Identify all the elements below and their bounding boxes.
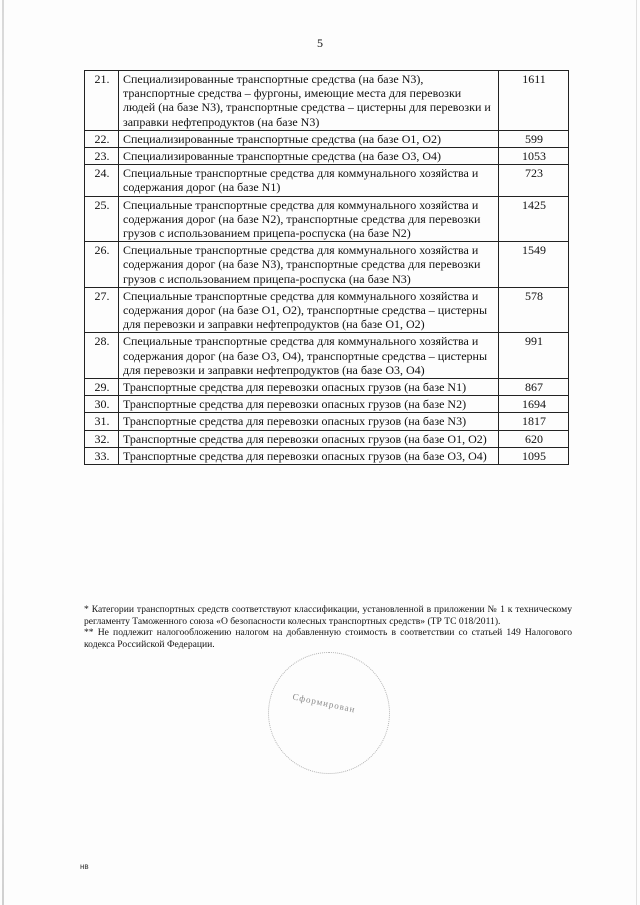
stamp-seal (268, 652, 390, 774)
table-row (85, 148, 569, 165)
row-value: 1053 (499, 148, 569, 165)
table-row (85, 396, 569, 413)
row-number: 24. (85, 165, 119, 196)
table-row (85, 130, 569, 147)
footnote-vat: ** Не подлежит налогообложению налогом на добавленную стоимость в соответствии со статьей 149 Налогового кодекса Российской Федерации. (84, 627, 572, 650)
table-row (85, 430, 569, 447)
row-description: Транспортные средства для перевозки опасных грузов (на базе N3) (119, 413, 499, 430)
footnote-categories: * Категории транспортных средств соответствуют классификации, установленной в приложении № 1 к техническому регламенту Таможенного союза «О безопасности колесных транспортных средств» (ТР ТС 018/2011). (84, 604, 572, 627)
row-description: Специальные транспортные средства для коммунального хозяйства и содержания дорог (на базе N2), транспортные средства для перевозки грузов с использованием прицепа-роспуска (на базе N2) (119, 196, 499, 242)
scan-edge-left (2, 0, 4, 905)
row-value: 1694 (499, 396, 569, 413)
row-value: 1425 (499, 196, 569, 242)
row-value: 1817 (499, 413, 569, 430)
row-value: 620 (499, 430, 569, 447)
row-description: Специализированные транспортные средства (на базе О1, О2) (119, 130, 499, 147)
table-row (85, 196, 569, 242)
row-description: Транспортные средства для перевозки опасных грузов (на базе О3, О4) (119, 447, 499, 464)
row-number: 32. (85, 430, 119, 447)
row-value: 578 (499, 287, 569, 333)
tariff-table (84, 70, 569, 465)
row-description: Транспортные средства для перевозки опасных грузов (на базе О1, О2) (119, 430, 499, 447)
footer-mark: нв (80, 862, 89, 871)
row-description: Специальные транспортные средства для коммунального хозяйства и содержания дорог (на базе N1) (119, 165, 499, 196)
row-description: Специальные транспортные средства для коммунального хозяйства и содержания дорог (на базе О3, О4), транспортные средства – цистерны для перевозки и заправки нефтепродуктов (на базе О3, О4) (119, 333, 499, 379)
table-row (85, 287, 569, 333)
row-number: 30. (85, 396, 119, 413)
row-number: 33. (85, 447, 119, 464)
footnotes (84, 604, 572, 650)
row-value: 867 (499, 379, 569, 396)
table-row (85, 333, 569, 379)
row-description: Транспортные средства для перевозки опасных грузов (на базе N2) (119, 396, 499, 413)
row-description: Специализированные транспортные средства (на базе N3), транспортные средства – фургоны, имеющие места для перевозки людей (на базе N3), транспортные средства – цистерны для перевозки и заправки нефтепродуктов (на базе N3) (119, 71, 499, 131)
row-value: 723 (499, 165, 569, 196)
table-row (85, 413, 569, 430)
row-number: 27. (85, 287, 119, 333)
row-number: 29. (85, 379, 119, 396)
row-description: Специализированные транспортные средства (на базе О3, О4) (119, 148, 499, 165)
row-number: 22. (85, 130, 119, 147)
scan-edge-right (636, 0, 637, 905)
stamp-text: Сформирован (291, 691, 357, 715)
row-description: Специальные транспортные средства для коммунального хозяйства и содержания дорог (на базе N3), транспортные средства для перевозки грузов с использованием прицепа-роспуска (на базе N3) (119, 242, 499, 288)
row-value: 991 (499, 333, 569, 379)
table-row (85, 447, 569, 464)
row-number: 26. (85, 242, 119, 288)
row-value: 1611 (499, 71, 569, 131)
row-description: Специальные транспортные средства для коммунального хозяйства и содержания дорог (на базе О1, О2), транспортные средства – цистерны для перевозки и заправки нефтепродуктов (на базе О1, О2) (119, 287, 499, 333)
row-value: 599 (499, 130, 569, 147)
table-row (85, 165, 569, 196)
row-value: 1095 (499, 447, 569, 464)
table-row (85, 379, 569, 396)
row-number: 21. (85, 71, 119, 131)
table-row (85, 71, 569, 131)
row-number: 28. (85, 333, 119, 379)
row-number: 31. (85, 413, 119, 430)
row-number: 25. (85, 196, 119, 242)
row-description: Транспортные средства для перевозки опасных грузов (на базе N1) (119, 379, 499, 396)
row-value: 1549 (499, 242, 569, 288)
table-row (85, 242, 569, 288)
row-number: 23. (85, 148, 119, 165)
page-number: 5 (317, 36, 323, 50)
